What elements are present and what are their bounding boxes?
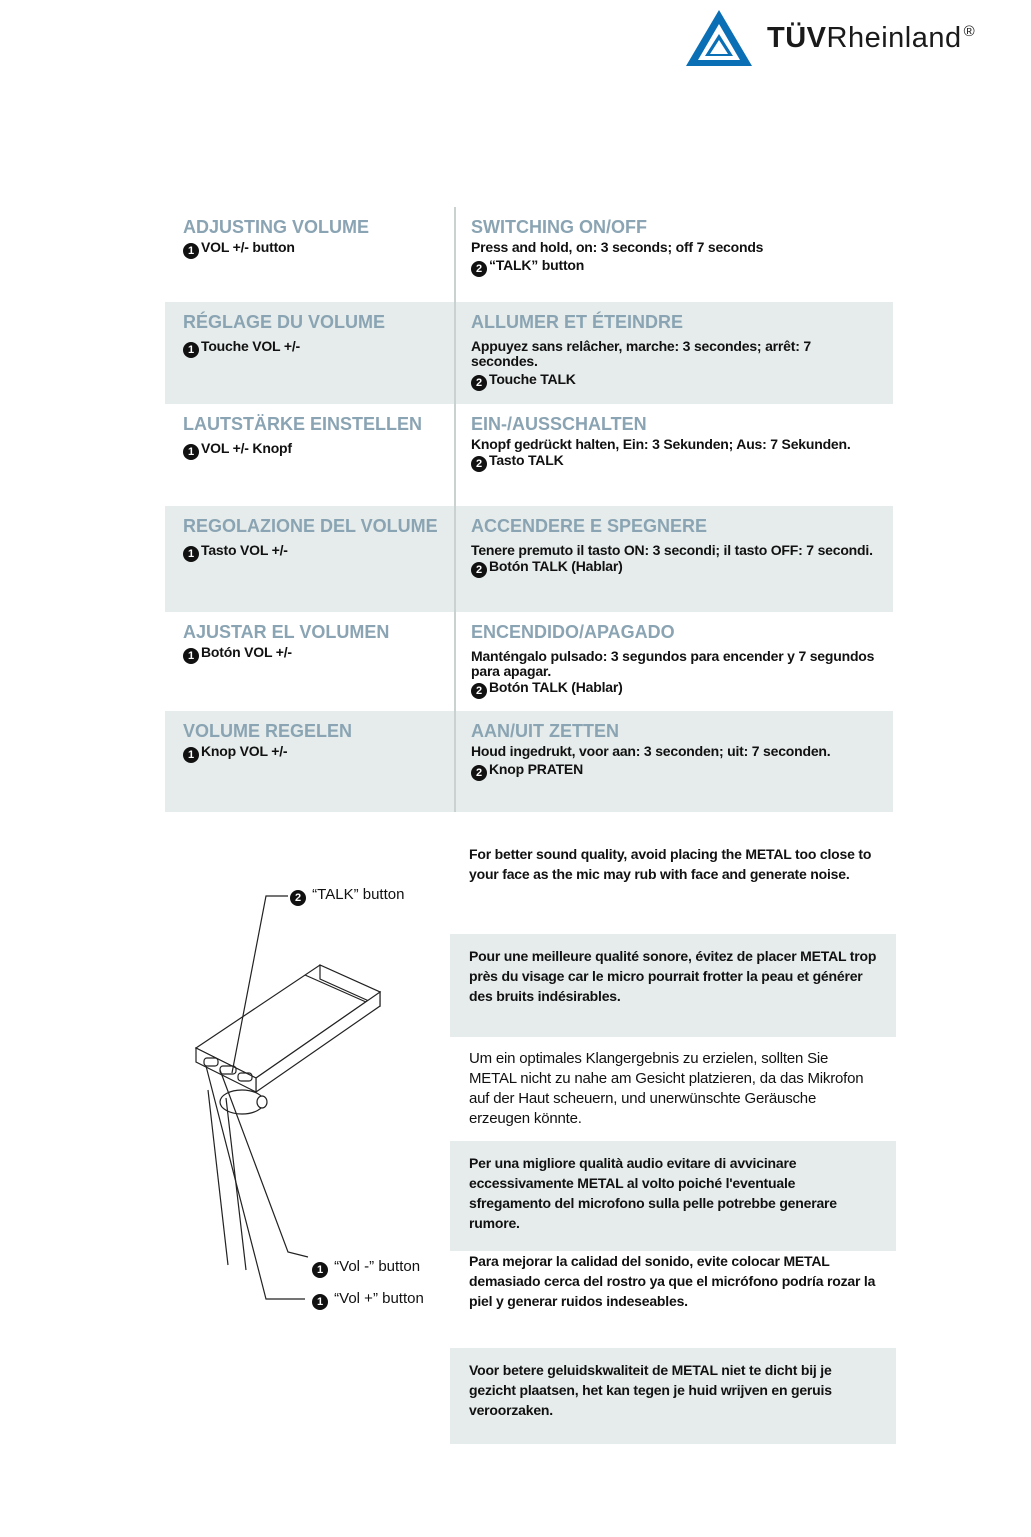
tip-dutch (450, 1348, 896, 1444)
section-text: Press and hold, on: 3 seconds; off 7 seconds (471, 239, 764, 255)
tip-italian (450, 1141, 896, 1251)
section-title: REGOLAZIONE DEL VOLUME (183, 516, 438, 536)
button-name: Botón TALK (Hablar) (489, 558, 623, 574)
section-text: Appuyez sans relâcher, marche: 3 secondes; arrêt: 7 secondes. (471, 338, 811, 369)
number-badge: 1 (183, 444, 199, 460)
button-name: Touche TALK (489, 371, 576, 387)
section-text: Knop VOL +/- (201, 743, 288, 759)
talk-button-callout (290, 886, 404, 906)
section-title: ACCENDERE E SPEGNERE (471, 516, 708, 536)
section-title: AJUSTAR EL VOLUMEN (183, 622, 390, 642)
tip-spanish (450, 1251, 896, 1348)
section-title: ENCENDIDO/APAGADO (471, 622, 675, 642)
number-badge: 1 (312, 1294, 328, 1310)
button-name: Botón TALK (Hablar) (489, 679, 623, 695)
button-name: Knop PRATEN (489, 761, 583, 777)
section-french (165, 302, 893, 404)
headset-illustration (180, 870, 450, 1310)
number-badge: 2 (471, 765, 487, 781)
number-badge: 2 (471, 683, 487, 699)
vol-plus-callout (312, 1290, 424, 1310)
tip-text: Pour une meilleure qualité sonore, évitez de placer METAL trop près du visage car le micro pourrait frotter la peau et générer des bruits indésirables. (469, 948, 877, 1004)
section-title: ALLUMER ET ÉTEINDRE (471, 312, 684, 332)
section-title: LAUTSTÄRKE EINSTELLEN (183, 414, 423, 434)
callout-label: “TALK” button (312, 886, 405, 903)
section-title: AAN/UIT ZETTEN (471, 721, 619, 741)
button-name: “TALK” button (489, 257, 585, 273)
number-badge: 1 (312, 1262, 328, 1278)
number-badge: 2 (290, 890, 306, 906)
section-text: VOL +/- button (201, 239, 295, 255)
section-text: VOL +/- Knopf (201, 440, 292, 456)
number-badge: 1 (183, 648, 199, 664)
tip-german (450, 1037, 896, 1141)
section-text: Tasto VOL +/- (201, 542, 288, 558)
number-badge: 1 (183, 546, 199, 562)
section-title: ADJUSTING VOLUME (183, 217, 370, 237)
section-text: Tenere premuto il tasto ON: 3 secondi; il tasto OFF: 7 secondi. (471, 542, 873, 558)
section-spanish (165, 612, 893, 711)
tip-text: Um ein optimales Klangergebnis zu erzielen, sollten Sie METAL nicht zu nahe am Gesicht platzieren, da das Mikrofon auf der Haut scheuern, und unerwünschte Geräusche erzeugen könnte. (469, 1050, 864, 1127)
section-text: Knopf gedrückt halten, Ein: 3 Sekunden; Aus: 7 Sekunden. (471, 436, 851, 452)
number-badge: 2 (471, 375, 487, 391)
section-italian (165, 506, 893, 612)
callout-label: “Vol -” button (334, 1258, 421, 1275)
section-text: Touche VOL +/- (201, 338, 300, 354)
number-badge: 2 (471, 456, 487, 472)
section-text: Manténgalo pulsado: 3 segundos para encender y 7 segundos para apagar. (471, 648, 875, 679)
tip-text: Voor betere geluidskwaliteit de METAL niet te dicht bij je gezicht plaatsen, het kan tegen je huid wrijven en geruis veroorzaken. (469, 1362, 832, 1418)
tip-text: For better sound quality, avoid placing the METAL too close to your face as the mic may rub with face and generate noise. (469, 846, 872, 882)
section-title: VOLUME REGELEN (183, 721, 353, 741)
instruction-table (165, 207, 893, 812)
number-badge: 1 (183, 342, 199, 358)
section-title: EIN-/AUSSCHALTEN (471, 414, 647, 434)
tip-french (450, 934, 896, 1037)
tip-text: Per una migliore qualità audio evitare di avvicinare eccessivamente METAL al volto poiché l'eventuale sfregamento del microfono sulla pelle potrebbe generare rumore. (469, 1155, 837, 1231)
sound-quality-tips (450, 832, 896, 1444)
section-english (165, 207, 893, 302)
number-badge: 1 (183, 243, 199, 259)
callout-label: “Vol +” button (334, 1290, 424, 1307)
section-title: RÉGLAGE DU VOLUME (183, 312, 386, 332)
vol-minus-callout (312, 1258, 420, 1278)
tip-text: Para mejorar la calidad del sonido, evite colocar METAL demasiado cerca del rostro ya que el micrófono podría rozar la piel y generar ruidos indeseables. (469, 1253, 876, 1309)
section-dutch (165, 711, 893, 812)
number-badge: 2 (471, 261, 487, 277)
section-text: Botón VOL +/- (201, 644, 292, 660)
section-title: SWITCHING ON/OFF (471, 217, 647, 237)
section-german (165, 404, 893, 506)
tip-english (450, 832, 896, 934)
button-name: Tasto TALK (489, 452, 564, 468)
number-badge: 2 (471, 562, 487, 578)
triangle-logo-icon (684, 8, 754, 68)
section-text: Houd ingedrukt, voor aan: 3 seconden; uit: 7 seconden. (471, 743, 831, 759)
number-badge: 1 (183, 747, 199, 763)
brand-name: TÜVRheinland ® (767, 22, 976, 54)
